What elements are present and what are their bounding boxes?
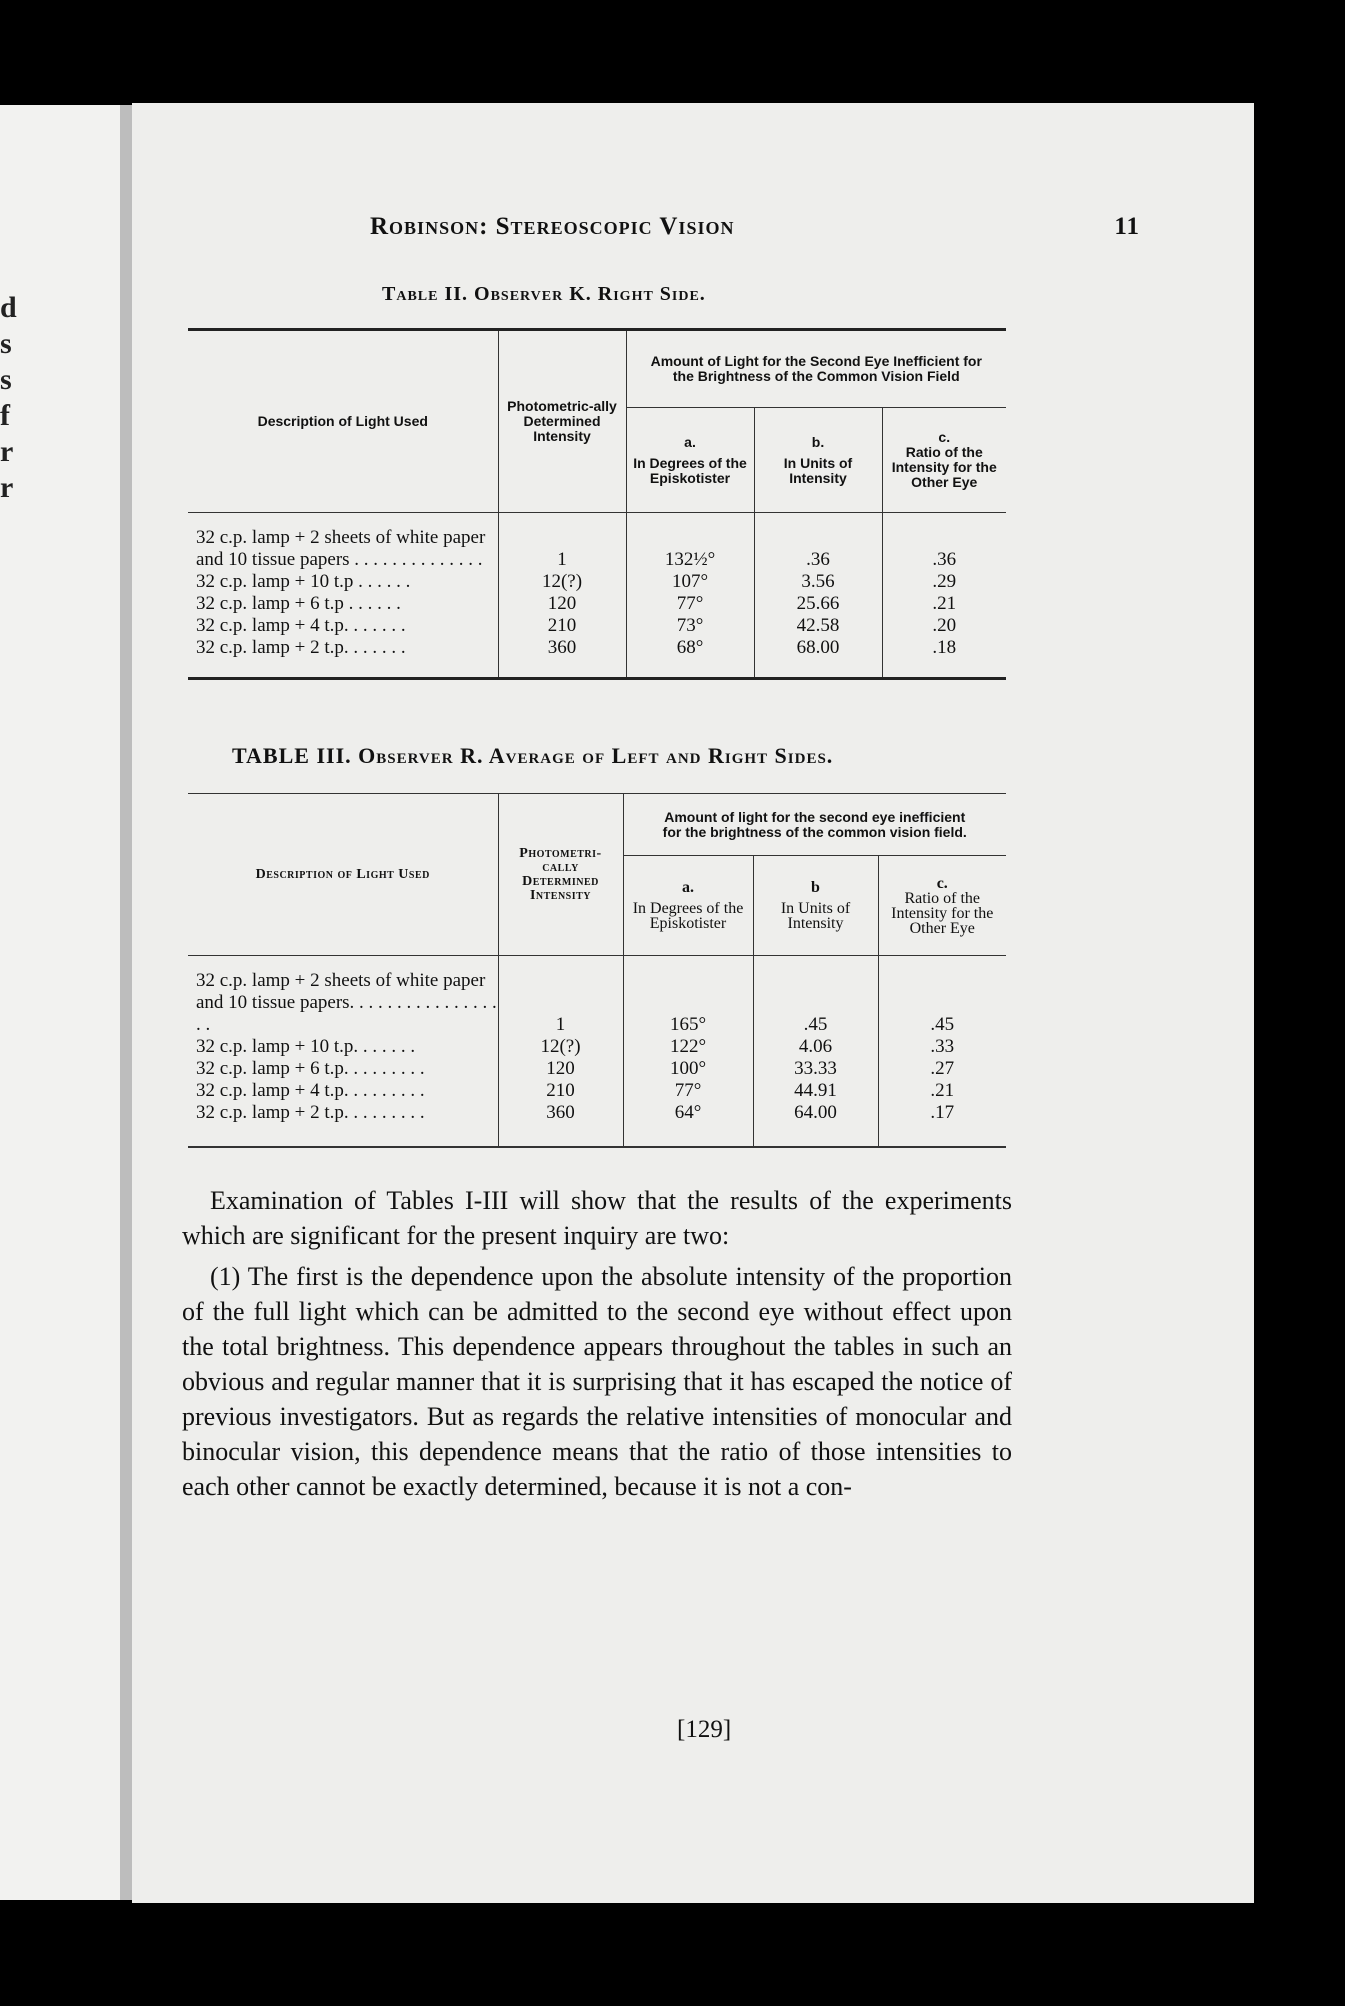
row-ratio: .20 [932, 615, 957, 636]
row-units: 64.00 [753, 1102, 878, 1147]
row-units: 3.56 [754, 571, 882, 593]
header-c-text: Ratio of the Intensity for the Other Eye [891, 444, 997, 490]
row-ratio: .18 [932, 637, 957, 658]
margin-letter: f [0, 399, 10, 432]
row-description: 32 c.p. lamp + 4 t.p. . . . . . . [188, 615, 498, 637]
table-2-header-c [882, 408, 1006, 513]
row-ratio: .21 [932, 593, 957, 614]
table-row [188, 1102, 1006, 1147]
row-units: 68.00 [754, 637, 882, 679]
row-description: 32 c.p. lamp + 6 t.p . . . . . . [188, 593, 498, 615]
row-degrees: 68° [626, 637, 754, 679]
row-units: 4.06 [753, 1036, 878, 1058]
table-3-header-c [878, 856, 1006, 956]
table-3-header-group: Amount of light for the second eye inefficient for the brightness of the common vision field. [623, 794, 1006, 856]
table-2-caption: Table II. Observer K. Right Side. [382, 283, 706, 305]
margin-letter: s [0, 363, 12, 396]
row-degrees: 77° [626, 593, 754, 615]
paragraph: (1) The first is the dependence upon the absolute intensity of the proportion of the full light which can be admitted to the second eye without effect upon the total brightness. This dependence appears throughout the tables in such an obvious and regular manner that it is surprising that it has escaped the notice of previous investigators. But as regards the relative intensities of monocular and binocular vision, this dependence means that the ratio of those intensities to each other cannot be exactly determined, because it is not a con- [182, 1262, 1012, 1501]
table-2-header-photometric: Photometric-ally Determined Intensity [498, 330, 626, 513]
table-row [188, 571, 1006, 593]
table-row [188, 1036, 1006, 1058]
row-ratio: .33 [930, 1036, 955, 1057]
table-row [188, 593, 1006, 615]
margin-letter: s [0, 327, 12, 360]
row-intensity: 12(?) [498, 1036, 623, 1058]
header-c-text: Ratio of the Intensity for the Other Eye [891, 889, 994, 937]
row-intensity: 210 [498, 1080, 623, 1102]
row-description: 32 c.p. lamp + 6 t.p. . . . . . . . . [188, 1058, 498, 1080]
body-text [182, 1183, 1012, 1504]
row-description: 32 c.p. lamp + 2 t.p. . . . . . . . . [188, 1102, 498, 1147]
table-row [188, 956, 1006, 1037]
book-page [132, 103, 1254, 1903]
row-ratio: .36 [932, 549, 957, 570]
row-intensity: 1 [498, 513, 626, 572]
row-ratio: .45 [930, 1014, 955, 1035]
running-head-title: Robinson: Stereoscopic Vision [370, 213, 735, 240]
folio-page-number: [129] [677, 1716, 732, 1743]
row-units: 42.58 [754, 615, 882, 637]
header-c-label: c. [938, 429, 951, 445]
row-units: 25.66 [754, 593, 882, 615]
header-a-label: a. [684, 433, 696, 450]
row-intensity: 120 [498, 593, 626, 615]
table-3-caption: TABLE III. Observer R. Average of Left and Right Sides. [232, 743, 834, 768]
table-2-header-a [626, 408, 754, 513]
table-row [188, 615, 1006, 637]
header-c-label: c. [936, 874, 948, 892]
row-description: 32 c.p. lamp + 4 t.p. . . . . . . . . [188, 1080, 498, 1102]
row-degrees: 165° [623, 956, 753, 1037]
row-units: 44.91 [753, 1080, 878, 1102]
row-units: 33.33 [753, 1058, 878, 1080]
row-description: 32 c.p. lamp + 10 t.p . . . . . . [188, 571, 498, 593]
row-degrees: 64° [623, 1102, 753, 1147]
row-degrees: 107° [626, 571, 754, 593]
row-description: 32 c.p. lamp + 2 sheets of white paper and 10 tissue papers . . . . . . . . . . . . . . [188, 513, 498, 572]
table-2-header-description: Description of Light Used [188, 330, 498, 513]
row-description: 32 c.p. lamp + 2 sheets of white paper and 10 tissue papers. . . . . . . . . . . . . . . . . . [188, 956, 498, 1037]
header-a-text: In Degrees of the Episkotister [632, 900, 744, 932]
row-ratio: .21 [930, 1080, 955, 1101]
margin-letter: r [0, 471, 14, 504]
facing-page-edge-text [0, 290, 20, 506]
row-degrees: 100° [623, 1058, 753, 1080]
table-2 [188, 328, 1006, 680]
table-3-header-a [623, 856, 753, 956]
row-intensity: 210 [498, 615, 626, 637]
row-intensity: 1 [498, 956, 623, 1037]
margin-letter: r [0, 435, 14, 468]
page-number: 11 [1114, 213, 1140, 240]
header-b-text: In Units of Intensity [780, 900, 851, 932]
row-intensity: 360 [498, 1102, 623, 1147]
table-row [188, 637, 1006, 679]
table-row [188, 1080, 1006, 1102]
header-b-text: In Units of Intensity [783, 454, 853, 486]
table-row [188, 1058, 1006, 1080]
row-degrees: 73° [626, 615, 754, 637]
row-degrees: 122° [623, 1036, 753, 1058]
row-degrees: 132½° [626, 513, 754, 572]
row-description: 32 c.p. lamp + 2 t.p. . . . . . . [188, 637, 498, 679]
row-intensity: 360 [498, 637, 626, 679]
row-description: 32 c.p. lamp + 10 t.p. . . . . . . [188, 1036, 498, 1058]
row-degrees: 77° [623, 1080, 753, 1102]
table-row [188, 513, 1006, 572]
header-a-text: In Degrees of the Episkotister [633, 454, 747, 486]
table-3-header-b [753, 856, 878, 956]
paragraph: Examination of Tables I-III will show that the results of the experiments which are significant for the present inquiry are two: [182, 1186, 1012, 1250]
row-intensity: 12(?) [498, 571, 626, 593]
row-ratio: .27 [930, 1058, 955, 1079]
header-a-label: a. [682, 879, 694, 896]
row-ratio: .29 [932, 571, 957, 592]
table-3-header-photometric: Photometri-cally Determined Intensity [498, 794, 623, 956]
table-3 [188, 793, 1006, 1148]
table-2-header-group: Amount of Light for the Second Eye Inefficient for the Brightness of the Common Vision Field [626, 330, 1006, 408]
table-2-header-b [754, 408, 882, 513]
row-units: .36 [754, 513, 882, 572]
row-units: .45 [753, 956, 878, 1037]
running-head [370, 213, 1140, 241]
header-b-label: b. [811, 433, 825, 450]
row-ratio: .17 [930, 1102, 955, 1123]
table-3-header-description: Description of Light Used [188, 794, 498, 956]
header-b-label: b [811, 879, 820, 896]
row-intensity: 120 [498, 1058, 623, 1080]
margin-letter: d [0, 291, 17, 324]
